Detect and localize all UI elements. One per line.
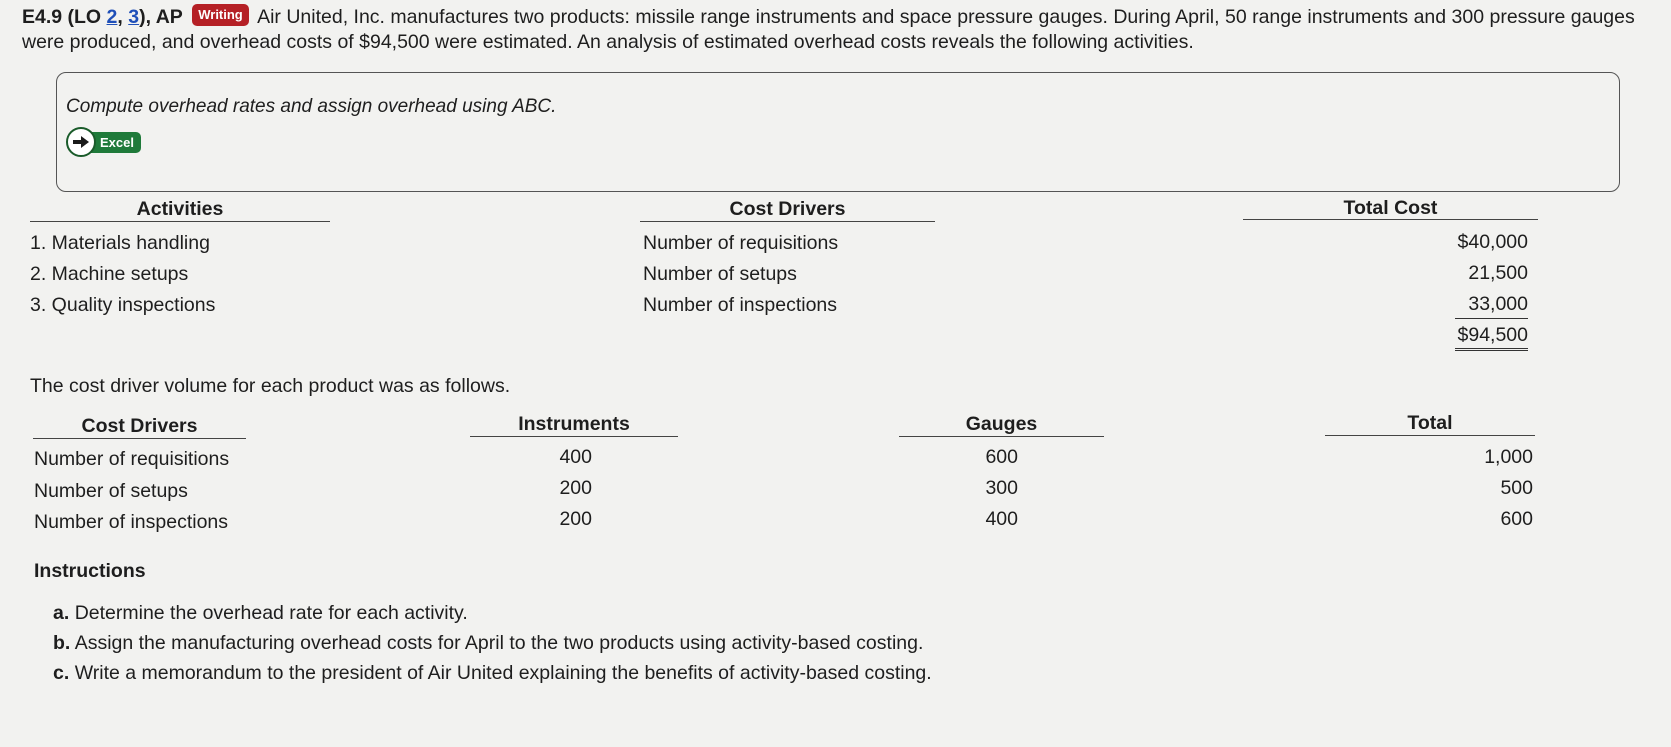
header-activities: Activities (136, 198, 224, 220)
cost-cell: 21,500 (1468, 262, 1528, 284)
driver-cell: Number of requisitions (643, 232, 839, 254)
lo-link-3[interactable]: 3 (128, 6, 140, 28)
instructions-heading: Instructions (34, 560, 146, 582)
cost-cell: 33,000 (1468, 293, 1528, 315)
header-gauges: Gauges (965, 413, 1038, 435)
volume-intro: The cost driver volume for each product was as follows. (30, 375, 511, 397)
driver-cell: Number of setups (643, 263, 797, 285)
instruments-cell: 200 (559, 508, 592, 530)
header-cost-drivers: Cost Drivers (81, 415, 198, 437)
header-instruments: Instruments (518, 413, 630, 435)
instruction-item (53, 632, 923, 655)
callout-text: Compute overhead rates and assign overhead using ABC. (66, 96, 557, 117)
header-underline (30, 221, 330, 222)
lo-link-2[interactable]: 2 (106, 6, 118, 28)
total-cell: 600 (1500, 508, 1533, 530)
instruction-letter: b. (53, 632, 71, 654)
header-cost-drivers: Cost Drivers (729, 198, 846, 220)
total-cost-cell: $94,500 (1457, 324, 1528, 346)
activity-cell: 3. Quality inspections (30, 294, 216, 316)
cost-cell: $40,000 (1457, 231, 1528, 253)
exercise-code: E4.9 (LO 2, 3), AP (22, 6, 183, 28)
instruments-cell: 200 (559, 477, 592, 499)
driver-cell: Number of inspections (34, 511, 229, 533)
gauges-cell: 300 (985, 477, 1018, 499)
instruction-item (53, 602, 468, 625)
gauges-cell: 600 (985, 446, 1018, 468)
header-total-cost: Total Cost (1343, 197, 1438, 219)
instruction-letter: c. (53, 662, 70, 684)
total-double-rule (1455, 346, 1528, 351)
instruction-text: Write a memorandum to the president of Air United explaining the benefits of activity-based costing. (74, 662, 932, 684)
total-cell: 500 (1500, 477, 1533, 499)
excel-label: Excel (86, 132, 141, 153)
instruments-cell: 400 (559, 446, 592, 468)
total-cell: 1,000 (1484, 446, 1533, 468)
activity-cell: 1. Materials handling (30, 232, 210, 254)
callout-box (56, 72, 1620, 192)
instruction-item (53, 662, 932, 685)
instruction-text: Assign the manufacturing overhead costs for April to the two products using activity-based costing. (74, 632, 924, 654)
exercise-text: Air United, Inc. manufactures two products: missile range instruments and space pressure gauges. During April, 50 range instruments and 300 pressure gauges were produced, and overhead costs of $94,500 were estimated. An analysis of estimated overhead costs reveals the following activities. (22, 6, 1635, 53)
header-total: Total (1407, 412, 1453, 434)
writing-badge: Writing (192, 4, 249, 26)
activity-cell: 2. Machine setups (30, 263, 189, 285)
driver-cell: Number of requisitions (34, 448, 230, 470)
header-underline (640, 221, 935, 222)
instruction-letter: a. (53, 602, 70, 624)
header-underline (470, 436, 678, 437)
excel-button[interactable] (66, 128, 141, 156)
gauges-cell: 400 (985, 508, 1018, 530)
subtotal-rule (1455, 318, 1528, 319)
header-underline (899, 436, 1104, 437)
exercise-intro (22, 4, 1652, 55)
driver-cell: Number of setups (34, 480, 188, 502)
header-underline (33, 438, 246, 439)
arrow-right-icon (66, 127, 96, 157)
driver-cell: Number of inspections (643, 294, 838, 316)
instruction-text: Determine the overhead rate for each activity. (74, 602, 468, 624)
header-underline (1243, 219, 1538, 220)
header-underline (1325, 435, 1535, 436)
